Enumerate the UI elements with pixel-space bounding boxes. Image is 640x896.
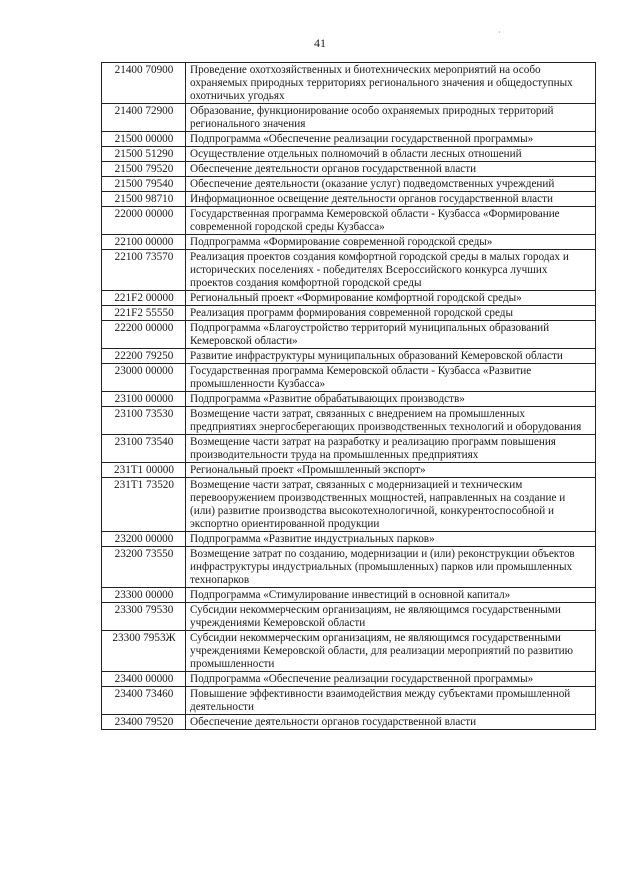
row-description: Возмещение части затрат на разработку и реализацию программ повышения производительности труда на промышленных предприятиях [186, 435, 596, 463]
table-row [102, 588, 596, 603]
table-body [102, 63, 596, 730]
row-description: Подпрограмма «Развитие индустриальных парков» [186, 532, 596, 547]
row-code: 231T1 73520 [102, 478, 186, 532]
row-code: 23300 00000 [102, 588, 186, 603]
page-number: 41 [314, 36, 326, 50]
row-description: Региональный проект «Формирование комфортной городской среды» [186, 291, 596, 306]
scan-mark: · [498, 28, 501, 37]
row-code: 22200 00000 [102, 321, 186, 349]
row-description: Обеспечение деятельности (оказание услуг) подведомственных учреждений [186, 177, 596, 192]
row-code: 23300 79530 [102, 603, 186, 631]
table-row [102, 321, 596, 349]
table-row [102, 177, 596, 192]
row-description: Возмещение части затрат, связанных с внедрением на промышленных предприятиях энергосберегающих производственных технологий и оборудования [186, 407, 596, 435]
table-row [102, 603, 596, 631]
table-row [102, 478, 596, 532]
row-code: 21400 70900 [102, 63, 186, 104]
row-description: Подпрограмма «Обеспечение реализации государственной программы» [186, 132, 596, 147]
row-description: Повышение эффективности взаимодействия между субъектами промышленной деятельности [186, 687, 596, 715]
table-row [102, 532, 596, 547]
table-row [102, 235, 596, 250]
row-description: Обеспечение деятельности органов государственной власти [186, 715, 596, 730]
table-row [102, 672, 596, 687]
row-description: Реализация проектов создания комфортной городской среды в малых городах и исторических поселениях - победителях Всероссийского конкурса лучших проектов создания комфортной городской среды [186, 250, 596, 291]
row-description: Проведение охотхозяйственных и биотехнических мероприятий на особо охраняемых природных территориях регионального значения и общедоступных охотничьих угодьях [186, 63, 596, 104]
row-description: Государственная программа Кемеровской области - Кузбасса «Формирование современной городской среды Кузбасса» [186, 207, 596, 235]
table-row [102, 250, 596, 291]
row-description: Субсидии некоммерческим организациям, не являющимся государственными учреждениями Кемеровской области [186, 603, 596, 631]
row-code: 22100 00000 [102, 235, 186, 250]
row-code: 22200 79250 [102, 349, 186, 364]
row-code: 23400 00000 [102, 672, 186, 687]
row-code: 23200 73550 [102, 547, 186, 588]
table-row [102, 364, 596, 392]
row-description: Развитие инфраструктуры муниципальных образований Кемеровской области [186, 349, 596, 364]
table-row [102, 407, 596, 435]
budget-classification-table [101, 62, 596, 730]
row-code: 21500 79540 [102, 177, 186, 192]
row-code: 23100 73540 [102, 435, 186, 463]
table-row [102, 435, 596, 463]
table-row [102, 631, 596, 672]
table-row [102, 715, 596, 730]
row-code: 23400 73460 [102, 687, 186, 715]
table-row [102, 687, 596, 715]
row-description: Образование, функционирование особо охраняемых природных территорий регионального значения [186, 104, 596, 132]
row-code: 23000 00000 [102, 364, 186, 392]
row-description: Возмещение затрат по созданию, модернизации и (или) реконструкции объектов инфраструктуры индустриальных (промышленных) парков или промышленных технопарков [186, 547, 596, 588]
row-description: Региональный проект «Промышленный экспорт» [186, 463, 596, 478]
row-description: Реализация программ формирования современной городской среды [186, 306, 596, 321]
row-code: 21500 00000 [102, 132, 186, 147]
table-row [102, 463, 596, 478]
row-code: 231T1 00000 [102, 463, 186, 478]
row-description: Субсидии некоммерческим организациям, не являющимся государственными учреждениями Кемеровской области, для реализации мероприятий по развитию промышленности [186, 631, 596, 672]
row-code: 21500 51290 [102, 147, 186, 162]
row-description: Подпрограмма «Формирование современной городской среды» [186, 235, 596, 250]
row-code: 23100 00000 [102, 392, 186, 407]
table-row [102, 291, 596, 306]
row-code: 21400 72900 [102, 104, 186, 132]
table-row [102, 147, 596, 162]
table-row [102, 63, 596, 104]
row-description: Возмещение части затрат, связанных с модернизацией и техническим перевооружением производственных мощностей, направленных на создание и (или) развитие производства высокотехнологичной, конкурентоспособной и экспортно ориентированной продукции [186, 478, 596, 532]
row-description: Подпрограмма «Обеспечение реализации государственной программы» [186, 672, 596, 687]
row-code: 22100 73570 [102, 250, 186, 291]
table-row [102, 349, 596, 364]
row-description: Информационное освещение деятельности органов государственной власти [186, 192, 596, 207]
row-code: 221F2 55550 [102, 306, 186, 321]
table-row [102, 132, 596, 147]
row-description: Подпрограмма «Развитие обрабатывающих производств» [186, 392, 596, 407]
row-description: Осуществление отдельных полномочий в области лесных отношений [186, 147, 596, 162]
row-code: 23400 79520 [102, 715, 186, 730]
row-code: 21500 79520 [102, 162, 186, 177]
table-row [102, 392, 596, 407]
table-row [102, 104, 596, 132]
row-description: Подпрограмма «Стимулирование инвестиций в основной капитал» [186, 588, 596, 603]
table-row [102, 162, 596, 177]
table-row [102, 547, 596, 588]
row-description: Подпрограмма «Благоустройство территорий муниципальных образований Кемеровской области» [186, 321, 596, 349]
row-code: 22000 00000 [102, 207, 186, 235]
row-code: 23300 7953Ж [102, 631, 186, 672]
row-description: Государственная программа Кемеровской области - Кузбасса «Развитие промышленности Кузбасса» [186, 364, 596, 392]
table-row [102, 192, 596, 207]
table-row [102, 306, 596, 321]
table-row [102, 207, 596, 235]
row-code: 221F2 00000 [102, 291, 186, 306]
row-description: Обеспечение деятельности органов государственной власти [186, 162, 596, 177]
row-code: 21500 98710 [102, 192, 186, 207]
row-code: 23100 73530 [102, 407, 186, 435]
row-code: 23200 00000 [102, 532, 186, 547]
